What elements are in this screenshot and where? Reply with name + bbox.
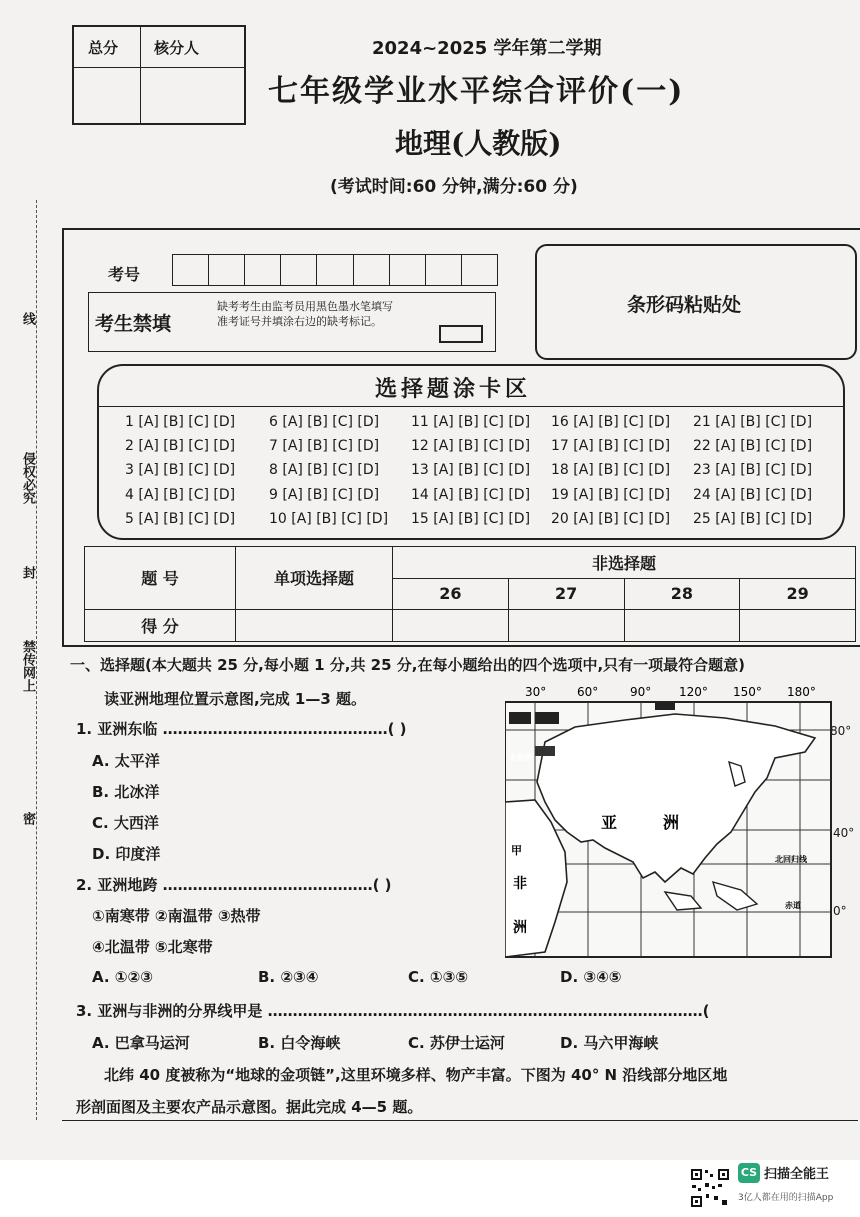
section-title: 一、选择题(本大题共 25 分,每小题 1 分,共 25 分,在每小题给出的四个选项中,只有一项最符合题意) [70,656,746,674]
choice-option-row[interactable]: 15 [A] [B] [C] [D] [411,511,531,527]
qr-code-icon [690,1168,730,1208]
page-bottom-border [62,1120,858,1121]
lon-label: 150° [733,685,762,699]
score-cell[interactable] [508,609,624,641]
lat-label: 0° [833,904,847,918]
choice-option-row[interactable]: 21 [A] [B] [C] [D] [693,414,813,430]
q2-items-line2: ④北温带 ⑤北寒带 [92,938,213,956]
single-choice-label: 单项选择题 [236,547,393,610]
passage-line-1: 北纬 40 度被称为“地球的金项链”,这里环境多样、物产丰富。下图为 40° N 沿线部分地区地 [104,1066,728,1084]
arctic-label: 北极圈 [509,753,533,762]
non-choice-label: 非选择题 [393,547,856,579]
score-cell[interactable] [624,609,740,641]
score-box [72,25,246,125]
africa-label-1: 非 [513,876,527,892]
choice-option-row[interactable]: 7 [A] [B] [C] [D] [269,438,380,454]
choice-option-row[interactable]: 25 [A] [B] [C] [D] [693,511,813,527]
question-number-label: 题 号 [85,547,236,610]
q3-option-b[interactable]: B. 白令海峡 [258,1034,341,1052]
forbid-note: 缺考考生由监考员用黑色墨水笔填写准考证号并填涂右边的缺考标记。 [217,300,393,328]
side-copyright: 侵权必究 [20,452,35,504]
choice-answer-area [97,364,845,540]
intro-text: 读亚洲地理位置示意图,完成 1—3 题。 [104,690,367,708]
scanner-app-name: 扫描全能王 [764,1167,830,1182]
choice-option-row[interactable]: 16 [A] [B] [C] [D] [551,414,671,430]
choice-option-row[interactable]: 6 [A] [B] [C] [D] [269,414,380,430]
candidate-forbid-box [88,292,496,352]
absent-mark-box[interactable] [439,325,483,343]
asia-location-map [505,682,835,962]
equator-label: 赤道 [785,901,801,910]
score-cell[interactable] [393,609,509,641]
choice-option-row[interactable]: 4 [A] [B] [C] [D] [125,487,236,503]
q1-option-d[interactable]: D. 印度洋 [92,845,161,863]
q27-header: 27 [508,579,624,609]
choice-option-row[interactable]: 12 [A] [B] [C] [D] [411,438,531,454]
side-forbid-upload: 禁传网上 [20,640,35,692]
time-info: (考试时间:60 分钟,满分:60 分) [330,177,578,197]
choice-option-row[interactable]: 23 [A] [B] [C] [D] [693,462,813,478]
choice-option-row[interactable]: 20 [A] [B] [C] [D] [551,511,671,527]
choice-option-row[interactable]: 13 [A] [B] [C] [D] [411,462,531,478]
choice-option-row[interactable]: 19 [A] [B] [C] [D] [551,487,671,503]
lon-label: 120° [679,685,708,699]
asia-label-1: 亚 [601,813,618,832]
q1-stem: 1. 亚洲东临 ………………………………………( ) [76,720,407,738]
choice-option-row[interactable]: 8 [A] [B] [C] [D] [269,462,380,478]
mark-jia: 甲 [511,844,522,857]
q3-stem: 3. 亚洲与非洲的分界线甲是 ……………………………………………………………………………( [76,1002,710,1020]
side-seal-char: 封 [20,566,35,579]
score-row-label: 得 分 [85,609,236,641]
q1-option-b[interactable]: B. 北冰洋 [92,783,160,801]
choice-option-row[interactable]: 2 [A] [B] [C] [D] [125,438,236,454]
q2-stem: 2. 亚洲地跨 ……………………………………( ) [76,876,392,894]
scanner-slogan: 3亿人都在用的扫描App [738,1193,834,1203]
q1-option-a[interactable]: A. 太平洋 [92,752,160,770]
q2-option-b[interactable]: B. ②③④ [258,968,319,986]
choice-option-row[interactable]: 14 [A] [B] [C] [D] [411,487,531,503]
choice-option-row[interactable]: 9 [A] [B] [C] [D] [269,487,380,503]
forbid-label: 考生禁填 [95,313,172,335]
choice-option-row[interactable]: 3 [A] [B] [C] [D] [125,462,236,478]
lon-label: 180° [787,685,816,699]
q3-option-c[interactable]: C. 苏伊士运河 [408,1034,505,1052]
asia-label-2: 洲 [663,813,680,832]
choice-option-row[interactable]: 17 [A] [B] [C] [D] [551,438,671,454]
barcode-label: 条形码粘贴处 [627,294,742,316]
checker-label: 核分人 [154,39,200,57]
lat-label: 80° [830,724,852,738]
q26-header: 26 [393,579,509,609]
q2-items-line1: ①南寒带 ②南温带 ③热带 [92,907,261,925]
q1-option-c[interactable]: C. 大西洋 [92,814,159,832]
score-cell[interactable] [236,609,393,641]
q29-header: 29 [740,579,856,609]
score-table [84,546,856,642]
lat-label: 40° [833,826,855,840]
tropic-label: 北回归线 [775,855,807,864]
choice-option-row[interactable]: 1 [A] [B] [C] [D] [125,414,236,430]
camscanner-logo-icon: CS [738,1163,760,1183]
choice-option-row[interactable]: 18 [A] [B] [C] [D] [551,462,671,478]
q2-option-c[interactable]: C. ①③⑤ [408,968,469,986]
q28-header: 28 [624,579,740,609]
lon-label: 30° [525,685,547,699]
choice-area-title: 选择题涂卡区 [375,376,532,402]
choice-option-row[interactable]: 10 [A] [B] [C] [D] [269,511,389,527]
choice-option-row[interactable]: 5 [A] [B] [C] [D] [125,511,236,527]
term-label: 2024~2025 学年第二学期 [372,38,602,59]
exam-number-boxes[interactable] [172,254,498,286]
exam-title: 七年级学业水平综合评价(一) [268,74,685,109]
barcode-area [535,244,857,360]
q3-option-a[interactable]: A. 巴拿马运河 [92,1034,190,1052]
passage-line-2: 形剖面图及主要农产品示意图。据此完成 4—5 题。 [76,1098,423,1116]
q2-option-a[interactable]: A. ①②③ [92,968,153,986]
choice-option-row[interactable]: 22 [A] [B] [C] [D] [693,438,813,454]
subject-title: 地理(人教版) [395,127,562,160]
choice-option-row[interactable]: 11 [A] [B] [C] [D] [411,414,531,430]
q3-option-d[interactable]: D. 马六甲海峡 [560,1034,659,1052]
africa-label-2: 洲 [513,920,527,936]
exam-number-label: 考号 [108,265,141,284]
total-score-label: 总分 [88,39,119,57]
choice-option-row[interactable]: 24 [A] [B] [C] [D] [693,487,813,503]
lon-label: 60° [577,685,599,699]
side-secret-char: 密 [20,812,35,825]
score-cell[interactable] [740,609,856,641]
q2-option-d[interactable]: D. ③④⑤ [560,968,622,986]
side-line-char: 线 [20,312,35,325]
lon-label: 90° [630,685,652,699]
